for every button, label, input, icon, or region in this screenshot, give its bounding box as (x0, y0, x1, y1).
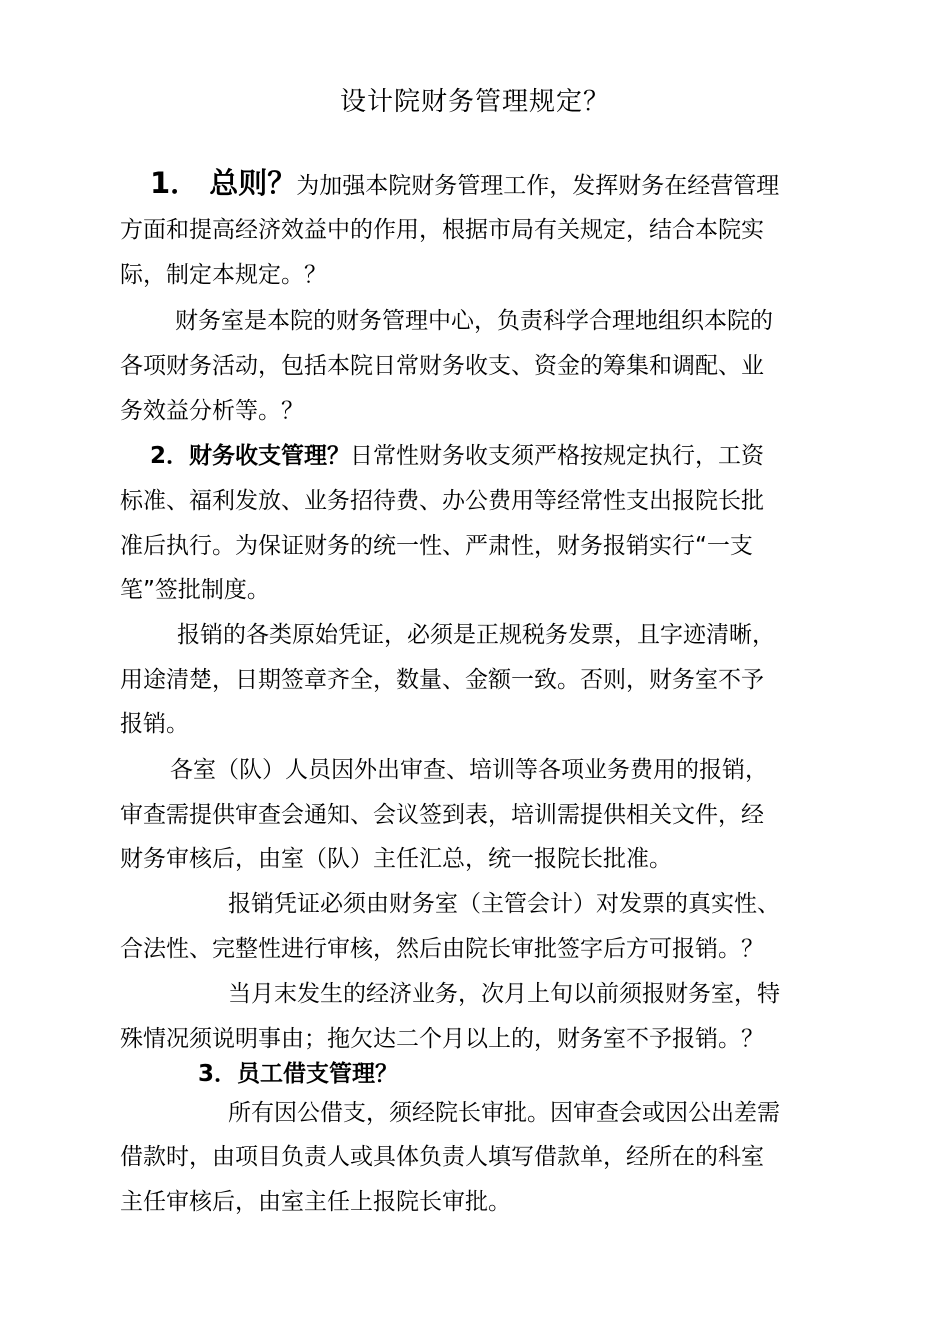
paragraph-line: 当月末发生的经济业务，次月上旬以前须报财务室，特 (228, 981, 780, 1007)
paragraph-line: 财务审核后，由室（队）主任汇总，统一报院长批准。 (120, 846, 672, 872)
paragraph-line: 殊情况须说明事由；拖欠达二个月以上的，财务室不予报销。？ (120, 1026, 764, 1052)
paragraph-line: 际，制定本规定。？ (120, 262, 327, 288)
paragraph-line: 报销的各类原始凭证，必须是正规税务发票，且字迹清晰， (177, 622, 775, 648)
paragraph-line: 方面和提高经济效益中的作用，根据市局有关规定，结合本院实 (120, 217, 764, 243)
paragraph-line: 审查需提供审查会通知、会议签到表，培训需提供相关文件，经 (120, 802, 764, 828)
paragraph-line: 报销凭证必须由财务室（主管会计）对发票的真实性、 (228, 891, 780, 917)
paragraph-line: 报销。 (120, 711, 189, 737)
section-heading: 1． 总则？ (150, 166, 297, 200)
paragraph-line: 标准、福利发放、业务招待费、办公费用等经常性支出报院长批 (120, 488, 764, 514)
paragraph-line: 主任审核后，由室主任上报院长审批。 (120, 1189, 511, 1215)
section-heading: 2．财务收支管理？ (150, 443, 351, 469)
document-title: 设计院财务管理规定？ (339, 87, 610, 117)
paragraph-line: 合法性、完整性进行审核，然后由院长审批签字后方可报销。？ (120, 936, 764, 962)
section-heading: 3．员工借支管理？ (198, 1061, 399, 1087)
paragraph-line: 各项财务活动，包括本院日常财务收支、资金的筹集和调配、业 (120, 353, 764, 379)
paragraph-line: 准后执行。为保证财务的统一性、严肃性，财务报销实行“一支 (120, 533, 753, 559)
line-text: 为加强本院财务管理工作，发挥财务在经营管理 (296, 173, 780, 199)
paragraph-line: 笔”签批制度。 (120, 577, 270, 603)
paragraph-line (150, 440, 764, 472)
paragraph-line (198, 1058, 398, 1090)
paragraph-line: 财务室是本院的财务管理中心，负责科学合理地组织本院的 (175, 308, 773, 334)
paragraph-line: 用途清楚，日期签章齐全，数量、金额一致。否则，财务室不予 (120, 667, 764, 693)
paragraph-line: 各室（队）人员因外出审查、培训等各项业务费用的报销， (170, 757, 768, 783)
paragraph-line: 务效益分析等。？ (120, 398, 304, 424)
paragraph-line (150, 167, 779, 202)
paragraph-line: 所有因公借支，须经院长审批。因审查会或因公出差需 (228, 1100, 780, 1126)
line-text: 日常性财务收支须严格按规定执行，工资 (350, 443, 765, 469)
paragraph-line: 借款时，由项目负责人或具体负责人填写借款单，经所在的科室 (120, 1144, 764, 1170)
